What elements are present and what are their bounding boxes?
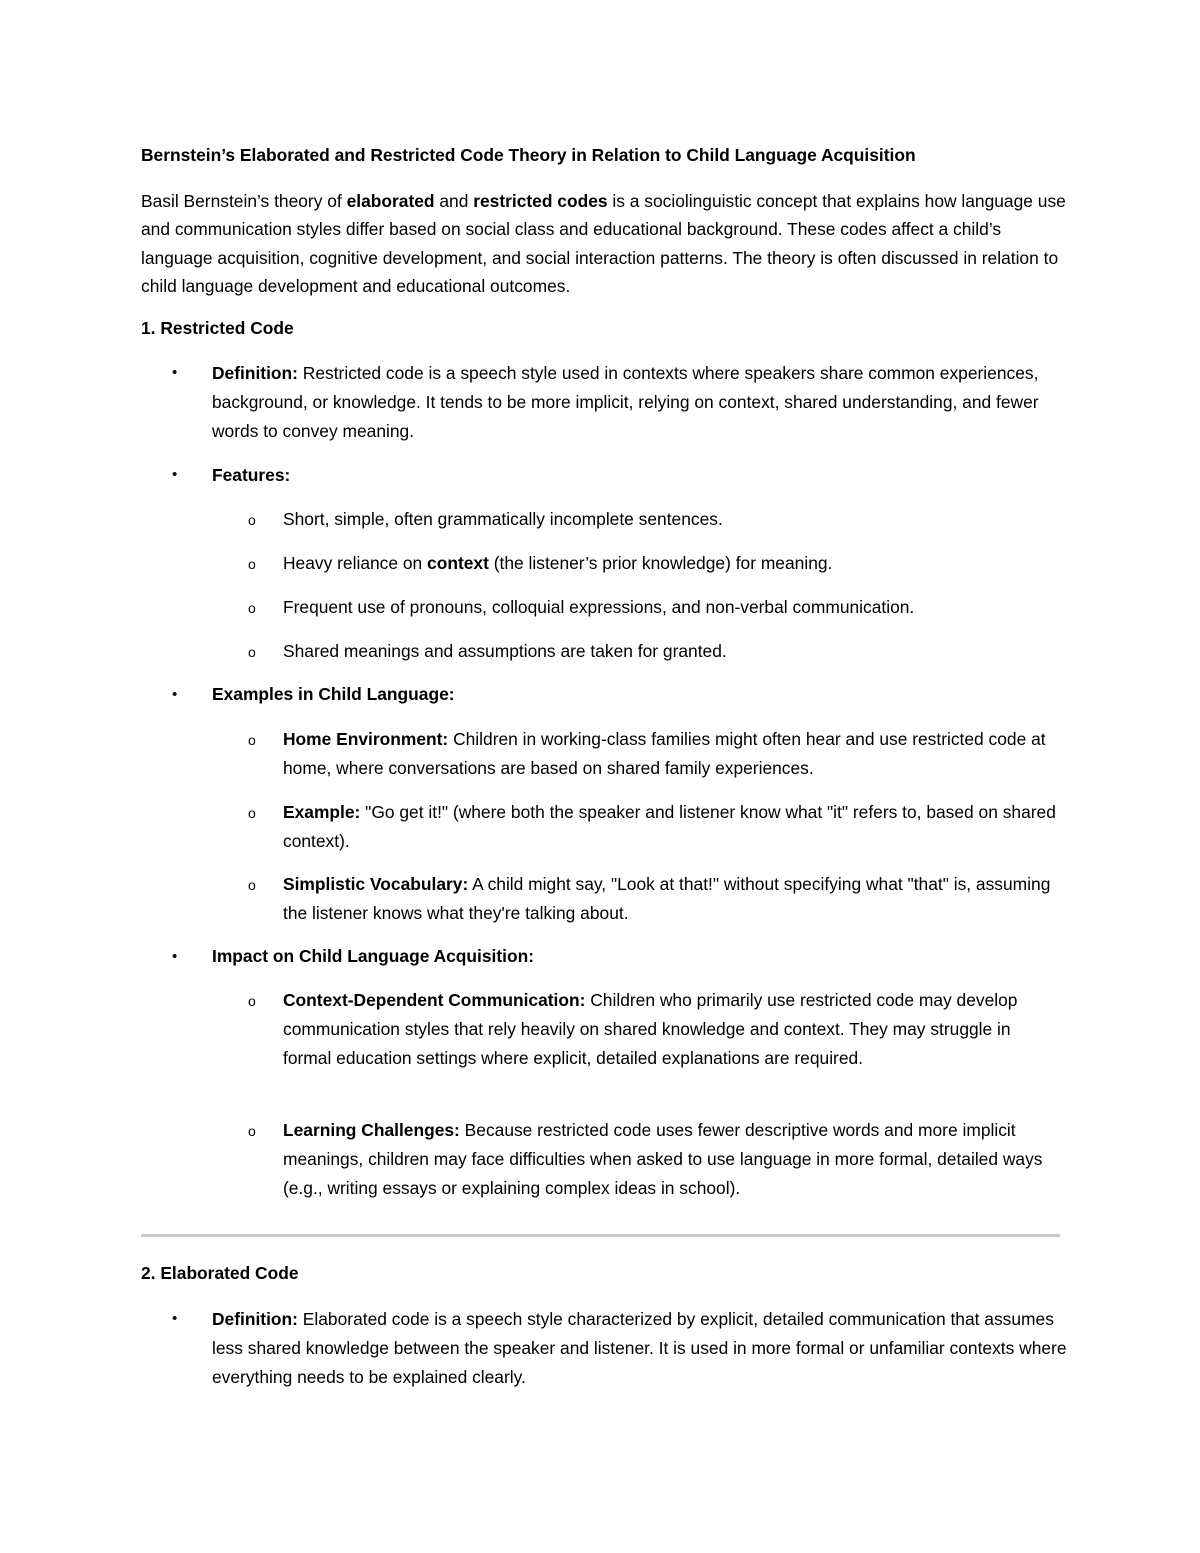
restricted-code-heading: 1. Restricted Code	[141, 318, 294, 338]
horizontal-divider	[141, 1234, 1060, 1237]
intro-text-2: and	[434, 191, 474, 211]
feature-item-1: Short, simple, often grammatically incomplete sentences.	[283, 509, 723, 529]
circle-marker: o	[248, 1123, 256, 1139]
impact-item-1: Context-Dependent Communication: Children who primarily use restricted code may develop communication styles that rely heavily on shared knowledge and context. They may struggle in formal education settings where explicit, detailed explanations are required.	[283, 990, 1018, 1068]
definition-text: Restricted code is a speech style used in contexts where speakers share common experiences, background, or knowledge. It tends to be more implicit, relying on context, shared understanding, and fewer words to convey meaning.	[212, 363, 1039, 441]
circle-marker: o	[248, 600, 256, 616]
intro-bold-elaborated: elaborated	[346, 191, 435, 211]
elaborated-definition: Definition: Elaborated code is a speech style characterized by explicit, detailed communication that assumes less shared knowledge between the speaker and listener. It is used in more formal or unfamiliar contexts where everything needs to be explained clearly.	[212, 1309, 1067, 1387]
bullet-marker: •	[172, 686, 178, 703]
example-item-2: Example: "Go get it!" (where both the speaker and listener know what "it" refers to, based on shared context).	[283, 802, 1056, 851]
circle-marker: o	[248, 512, 256, 528]
definition-label: Definition:	[212, 363, 298, 383]
feature-item-4: Shared meanings and assumptions are taken for granted.	[283, 641, 727, 661]
bullet-marker: •	[172, 466, 178, 483]
bullet-marker: •	[172, 948, 178, 965]
circle-marker: o	[248, 732, 256, 748]
example-item-1: Home Environment: Children in working-class families might often hear and use restricted code at home, where conversations are based on shared family experiences.	[283, 729, 1046, 778]
intro-bold-restricted: restricted codes	[473, 191, 608, 211]
impact-item-2: Learning Challenges: Because restricted code uses fewer descriptive words and more implicit meanings, children may face difficulties when asked to use language in more formal, detailed ways (e.g., writing essays or explaining complex ideas in school).	[283, 1120, 1043, 1198]
intro-text-1: Basil Bernstein’s theory of	[141, 191, 347, 211]
circle-marker: o	[248, 556, 256, 572]
circle-marker: o	[248, 993, 256, 1009]
document-title: Bernstein’s Elaborated and Restricted Code Theory in Relation to Child Language Acquisition	[141, 145, 916, 165]
intro-text-3: is a sociolinguistic concept that explains how language use and communication styles differ based on social class and educational background. These codes affect a child’s language acquisition, cognitive development, and social interaction patterns. The theory is often discussed in relation to child language development and educational outcomes.	[141, 191, 1066, 296]
feature-item-3: Frequent use of pronouns, colloquial expressions, and non-verbal communication.	[283, 597, 915, 617]
circle-marker: o	[248, 644, 256, 660]
impact-label: Impact on Child Language Acquisition:	[212, 946, 535, 966]
examples-label: Examples in Child Language:	[212, 684, 455, 704]
circle-marker: o	[248, 877, 256, 893]
features-label: Features:	[212, 465, 291, 485]
feature-item-2: Heavy reliance on context (the listener’s prior knowledge) for meaning.	[283, 553, 833, 573]
intro-paragraph	[141, 187, 1071, 300]
elaborated-code-heading: 2. Elaborated Code	[141, 1263, 299, 1283]
restricted-definition	[212, 359, 1072, 445]
bullet-marker: •	[172, 364, 178, 381]
bullet-marker: •	[172, 1310, 178, 1327]
example-item-3: Simplistic Vocabulary: A child might say, "Look at that!" without specifying what "that" is, assuming the listener knows what they're talking about.	[283, 874, 1051, 923]
context-bold: context	[427, 553, 489, 573]
circle-marker: o	[248, 805, 256, 821]
